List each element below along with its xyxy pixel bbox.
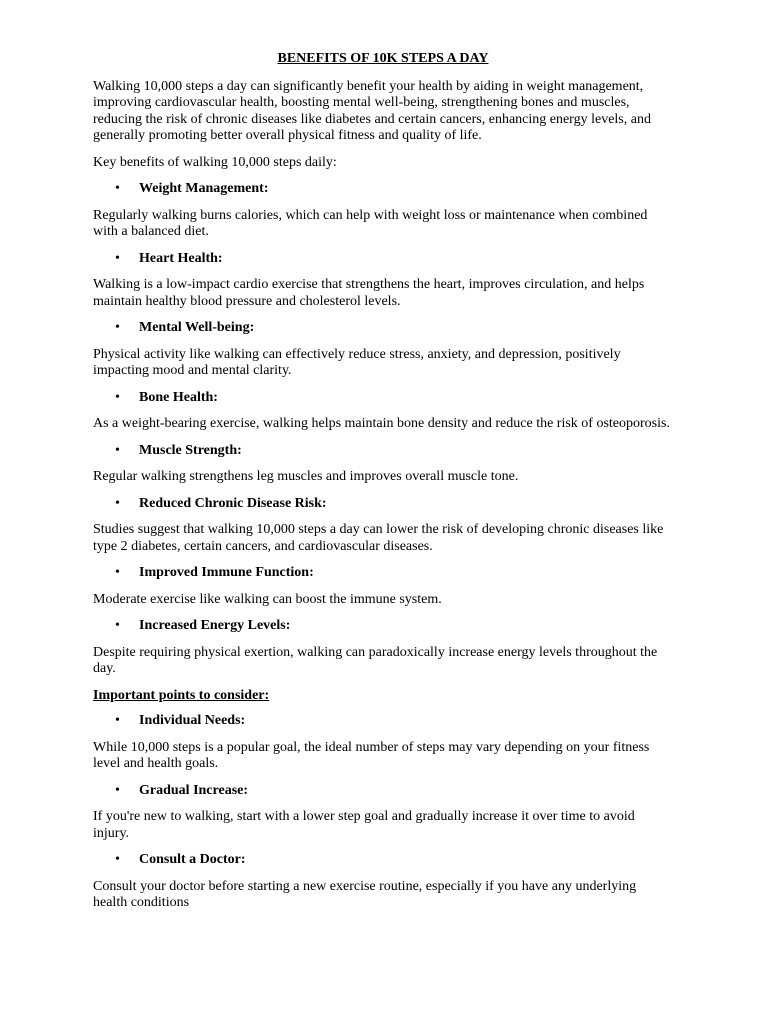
bullet-icon: • — [115, 713, 120, 728]
benefit-description: Walking is a low-impact cardio exercise that strengthens the heart, improves circulation, and helps maintain healthy blood pressure and cholesterol levels. — [93, 277, 645, 309]
consideration-description: While 10,000 steps is a popular goal, the ideal number of steps may vary depending on your fitness level and health goals. — [93, 739, 650, 771]
consideration-heading: Consult a Doctor: — [139, 852, 246, 867]
benefit-heading: Increased Energy Levels: — [139, 618, 291, 633]
benefit-description: As a weight-bearing exercise, walking helps maintain bone density and reduce the risk of osteoporosis. — [93, 416, 670, 431]
list-item-heading — [93, 320, 673, 337]
consideration-description: Consult your doctor before starting a new exercise routine, especially if you have any underlying health conditions — [93, 878, 637, 910]
list-item-heading — [93, 618, 673, 635]
benefit-heading: Improved Immune Function: — [139, 565, 314, 580]
list-item-heading — [93, 783, 673, 800]
benefit-description: Physical activity like walking can effectively reduce stress, anxiety, and depression, positively impacting mood and mental clarity. — [93, 346, 621, 378]
bullet-icon: • — [115, 181, 120, 196]
benefit-heading: Muscle Strength: — [139, 442, 242, 458]
key-benefits-lead: Key benefits of walking 10,000 steps daily: — [93, 154, 337, 170]
consideration-heading: Gradual Increase: — [139, 782, 249, 798]
benefit-description: Despite requiring physical exertion, walking can paradoxically increase energy levels throughout the day. — [93, 644, 658, 676]
list-item-heading — [93, 251, 673, 268]
bullet-icon: • — [115, 782, 120, 798]
bullet-icon: • — [115, 320, 120, 335]
list-item-heading — [93, 565, 673, 582]
bullet-icon: • — [115, 565, 120, 580]
list-item-heading — [93, 181, 673, 198]
benefits-list — [93, 181, 673, 678]
document-title: BENEFITS OF 10K STEPS A DAY — [277, 51, 489, 66]
document-page — [93, 51, 673, 922]
benefit-heading: Mental Well-being: — [139, 320, 255, 335]
list-item-heading — [93, 496, 673, 513]
benefit-heading: Bone Health: — [139, 389, 218, 405]
consideration-heading: Individual Needs: — [139, 713, 246, 728]
benefit-description: Studies suggest that walking 10,000 steps a day can lower the risk of developing chronic diseases like type 2 diabetes, certain cancers, and cardiovascular diseases. — [93, 522, 664, 554]
considerations-list — [93, 713, 673, 912]
benefit-description: Moderate exercise like walking can boost the immune system. — [93, 591, 442, 607]
bullet-icon: • — [115, 442, 120, 458]
benefit-heading: Heart Health: — [139, 250, 223, 266]
list-item-heading — [93, 713, 673, 730]
benefit-description: Regularly walking burns calories, which can help with weight loss or maintenance when combined with a balanced diet. — [93, 207, 648, 239]
consideration-description: If you're new to walking, start with a lower step goal and gradually increase it over time to avoid injury. — [93, 809, 635, 841]
benefit-heading: Weight Management: — [139, 181, 269, 196]
bullet-icon: • — [115, 250, 120, 266]
bullet-icon: • — [115, 495, 120, 511]
considerations-heading: Important points to consider: — [93, 687, 270, 703]
list-item-heading — [93, 852, 673, 869]
list-item-heading — [93, 390, 673, 407]
intro-paragraph: Walking 10,000 steps a day can significantly benefit your health by aiding in weight management, improving cardiovascular health, boosting mental well-being, strengthening bones and muscles, reducing the risk of chronic diseases like diabetes and certain cancers, enhancing energy levels, and generally promoting better overall physical fitness and quality of life. — [93, 78, 651, 143]
benefit-heading: Reduced Chronic Disease Risk: — [139, 495, 327, 511]
benefit-description: Regular walking strengthens leg muscles and improves overall muscle tone. — [93, 469, 519, 484]
bullet-icon: • — [115, 389, 120, 405]
bullet-icon: • — [115, 618, 120, 633]
list-item-heading — [93, 443, 673, 460]
bullet-icon: • — [115, 852, 120, 867]
